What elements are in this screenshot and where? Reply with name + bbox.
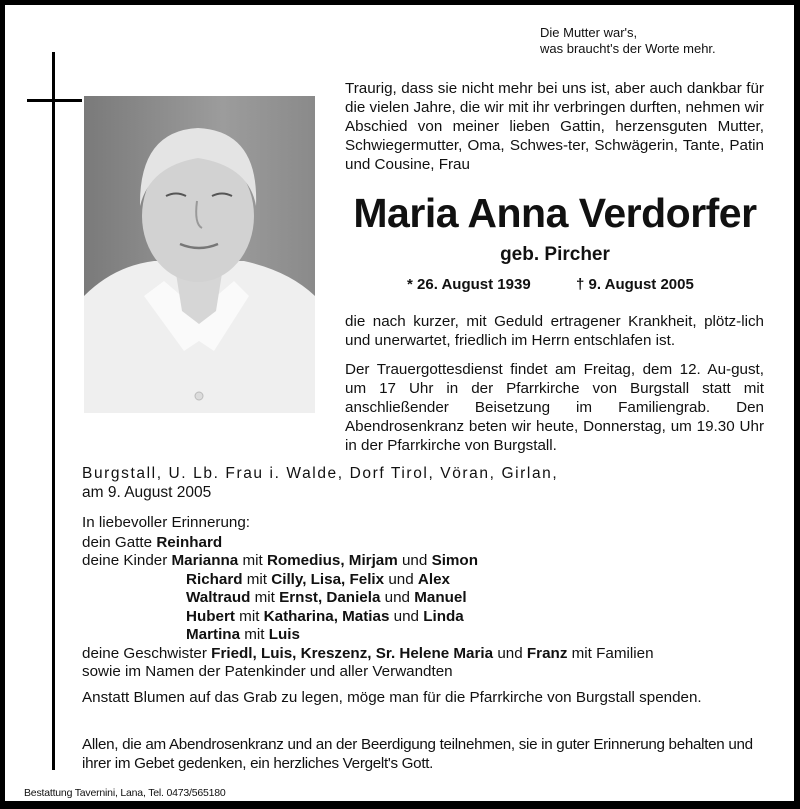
child-row: Hubert mit Katharina, Matias und Linda	[186, 607, 464, 625]
thanks-note: Allen, die am Abendrosenkranz und an der Beerdigung teilnehmen, sie in guter Erinnerung behalten und ihrer im Gebet gedenken, ein herzliches Vergelt's Gott.	[82, 736, 753, 772]
portrait-photo	[84, 96, 315, 413]
place-list: Burgstall, U. Lb. Frau i. Walde, Dorf Tirol, Vöran, Girlan,	[82, 465, 559, 482]
family-heading: In liebevoller Erinnerung:	[82, 514, 251, 531]
child-row: deine Kinder Marianna mit Romedius, Mirjam und Simon	[82, 552, 478, 569]
deceased-name: Maria Anna Verdorfer	[353, 190, 757, 236]
siblings-row: deine Geschwister Friedl, Luis, Kreszenz, Sr. Helene Maria und Franz mit Familien	[82, 644, 654, 662]
child-row: Waltraud mit Ernst, Daniela und Manuel	[186, 589, 467, 606]
donation-note: Anstatt Blumen auf das Grab zu legen, möge man für die Pfarrkirche von Burgstall spenden.	[82, 689, 702, 706]
family-mourners	[82, 514, 782, 682]
motto-line-1: Die Mutter war's,	[540, 25, 638, 40]
death-date: † 9. August 2005	[576, 276, 694, 293]
intro-paragraph: Traurig, dass sie nicht mehr bei uns ist, aber auch dankbar für die vielen Jahre, die wir mit ihr verbringen durften, nehmen wir Abschied von meiner lieben Gattin, herzensguten Mutter, Schwiegermutter, Oma, Schwes-ter, Schwägerin, Tante, Patin und Cousine, Frau	[345, 80, 764, 173]
child-row: Martina mit Luis	[186, 626, 300, 643]
death-notice-paragraph: die nach kurzer, mit Geduld ertragener Krankheit, plötz-lich und unerwartet, friedlich im Herrn entschlafen ist.	[345, 313, 764, 349]
cross-icon-horizontal	[27, 99, 82, 102]
birth-date: * 26. August 1939	[407, 276, 531, 293]
spouse-row: dein Gatte Reinhard	[82, 533, 223, 551]
child-row: Richard mit Cilly, Lisa, Felix und Alex	[186, 570, 450, 588]
obituary-notice	[5, 5, 794, 801]
closing-row: sowie im Namen der Patenkinder und aller Verwandten	[82, 663, 453, 680]
place-date: am 9. August 2005	[82, 484, 212, 501]
portrait-image	[84, 96, 315, 413]
funeral-home-footer: Bestattung Tavernini, Lana, Tel. 0473/565180	[24, 787, 226, 799]
spouse-name: Reinhard	[156, 533, 223, 551]
motto-quote	[540, 25, 716, 57]
motto-line-2: was braucht's der Worte mehr.	[540, 41, 716, 56]
service-paragraph: Der Trauergottesdienst findet am Freitag, dem 12. Au-gust, um 17 Uhr in der Pfarrkirche von Burgstall statt mit anschließender Beisetzung im Familiengrab. Den Abendrosenkranz beten wir heute, Donnerstag, um 19.30 Uhr in der Pfarrkirche von Burgstall.	[345, 361, 764, 454]
cross-icon-vertical	[52, 52, 55, 770]
maiden-name: geb. Pircher	[500, 244, 610, 265]
